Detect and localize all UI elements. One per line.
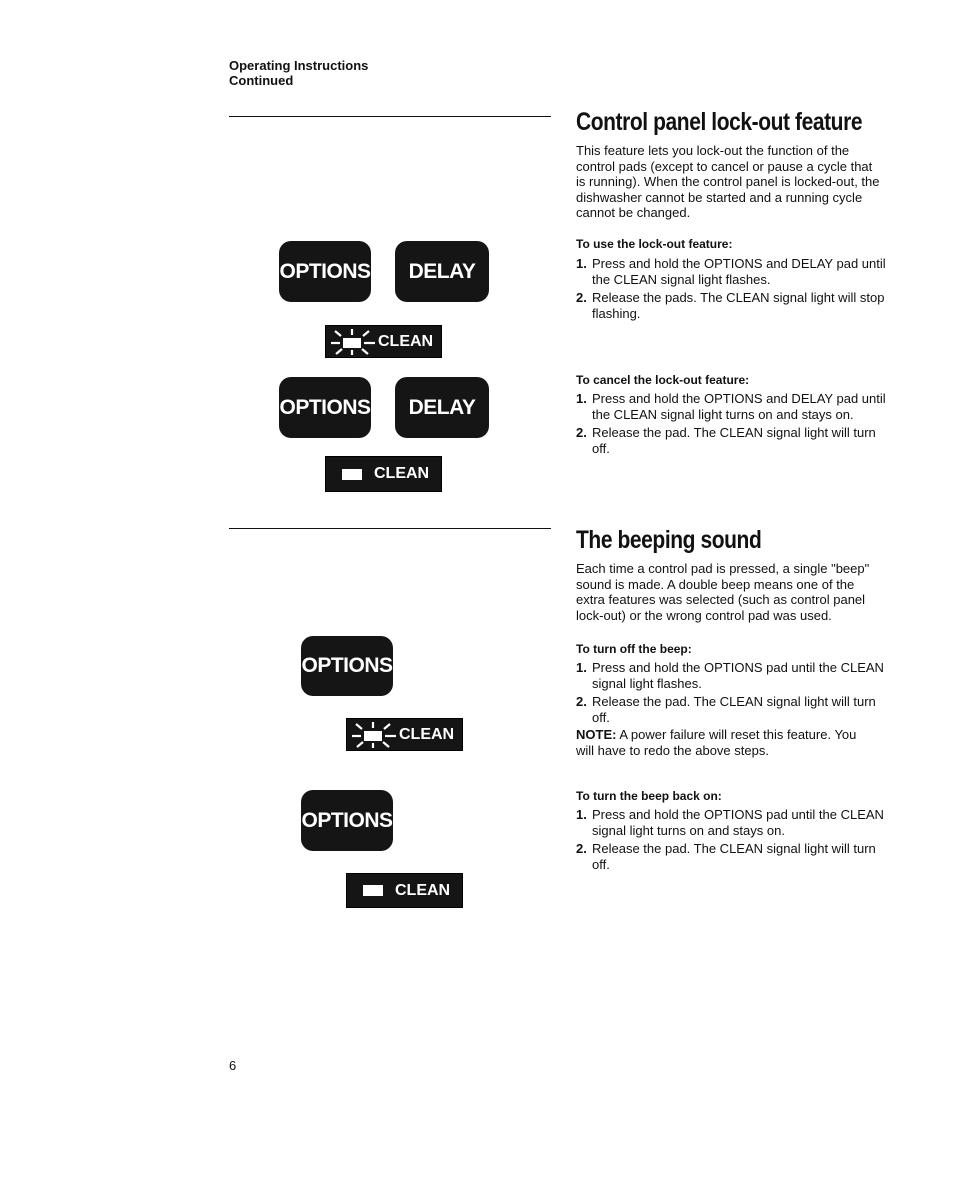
list-item: 2. Release the pad. The CLEAN signal light will turn off.	[576, 694, 876, 725]
flashing-light-icon	[351, 722, 397, 748]
section-divider-beep	[229, 528, 551, 529]
beep-note	[576, 727, 876, 758]
list-item: 2. Release the pad. The CLEAN signal light will turn off.	[576, 841, 876, 872]
lockout-cancel-steps	[576, 391, 886, 459]
page-number: 6	[229, 1058, 237, 1073]
list-item: 1. Press and hold the OPTIONS and DELAY pad until the CLEAN signal light turns on and stays on.	[576, 391, 886, 422]
clean-label: CLEAN	[399, 725, 455, 743]
beep-off-heading: To turn off the beep:	[576, 642, 692, 656]
lockout-use-heading: To use the lock-out feature:	[576, 237, 733, 251]
indicator-light-icon	[363, 885, 383, 896]
lockout-title: Control panel lock-out feature	[576, 108, 863, 136]
clean-signal-light-on	[325, 456, 442, 492]
beep-off-steps	[576, 660, 886, 728]
beep-title: The beeping sound	[576, 526, 762, 554]
beep-intro: Each time a control pad is pressed, a single "beep" sound is made. A double beep means one of the extra features was selected (such as control panel lock-out) or the wrong control pad was used.	[576, 561, 870, 623]
clean-signal-light-on	[346, 873, 463, 908]
delay-pad[interactable]: DELAY	[395, 377, 489, 438]
lockout-intro: This feature lets you lock-out the function of the control pads (except to cancel or pause a cycle that is running). When the control panel is locked-out, the dishwasher cannot be started and a running cycle cannot be changed.	[576, 143, 880, 220]
flashing-light-icon	[330, 329, 376, 355]
header-subtitle: Continued	[229, 73, 294, 88]
header-title: Operating Instructions	[229, 58, 369, 73]
options-pad[interactable]: OPTIONS	[279, 241, 371, 302]
beep-on-steps	[576, 807, 886, 875]
lockout-use-steps	[576, 256, 886, 324]
list-item: 1. Press and hold the OPTIONS and DELAY pad until the CLEAN signal light flashes.	[576, 256, 886, 287]
options-pad[interactable]: OPTIONS	[301, 636, 393, 696]
running-header	[229, 58, 368, 88]
section-divider-lockout	[229, 116, 551, 117]
clean-label: CLEAN	[378, 332, 434, 350]
clean-label: CLEAN	[395, 881, 451, 899]
options-pad[interactable]: OPTIONS	[279, 377, 371, 438]
list-item: 2. Release the pad. The CLEAN signal light will turn off.	[576, 425, 876, 456]
list-item: 1. Press and hold the OPTIONS pad until the CLEAN signal light flashes.	[576, 660, 884, 691]
note-label: NOTE:	[576, 727, 617, 742]
options-pad[interactable]: OPTIONS	[301, 790, 393, 851]
clean-label: CLEAN	[374, 465, 430, 482]
beep-on-heading: To turn the beep back on:	[576, 789, 722, 803]
indicator-light-icon	[342, 469, 362, 480]
lockout-cancel-heading: To cancel the lock-out feature:	[576, 373, 750, 387]
list-item: 1. Press and hold the OPTIONS pad until the CLEAN signal light turns on and stays on.	[576, 807, 884, 838]
list-item: 2. Release the pads. The CLEAN signal light will stop flashing.	[576, 290, 885, 321]
clean-signal-light-flashing	[346, 718, 463, 751]
delay-pad[interactable]: DELAY	[395, 241, 489, 302]
note-text: A power failure will reset this feature. You will have to redo the above steps.	[576, 727, 857, 758]
clean-signal-light-flashing	[325, 325, 442, 358]
